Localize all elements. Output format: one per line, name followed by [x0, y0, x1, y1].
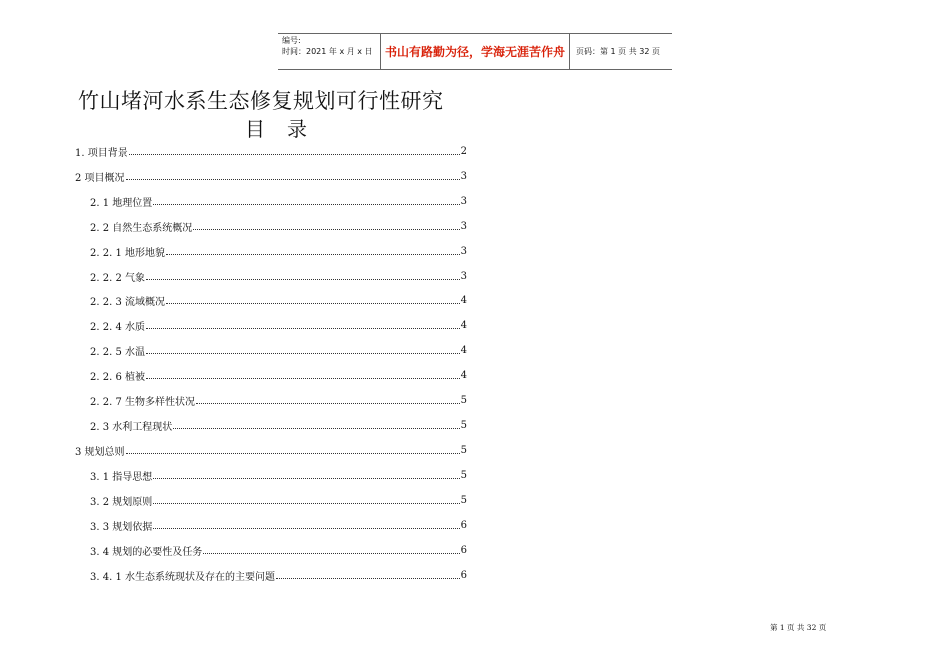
toc-entry-title: 2. 2. 6 植被 — [90, 372, 145, 384]
toc-entry[interactable] — [75, 438, 467, 463]
toc-leader-dots — [196, 403, 460, 404]
toc-entry-page: 3 — [460, 270, 467, 282]
toc-entry-title: 2. 2. 1 地形地貌 — [90, 247, 165, 259]
toc-entry-page: 5 — [460, 469, 467, 481]
toc-entry[interactable] — [75, 289, 467, 314]
table-of-contents — [75, 139, 467, 588]
header-meta — [278, 34, 380, 69]
toc-entry-page: 5 — [460, 395, 467, 407]
toc-entry[interactable] — [75, 413, 467, 438]
toc-leader-dots — [126, 179, 460, 180]
toc-entry-page: 3 — [460, 220, 467, 232]
toc-entry-page: 4 — [460, 320, 467, 332]
toc-entry[interactable] — [75, 189, 467, 214]
toc-entry-page: 3 — [460, 195, 467, 207]
toc-entry-page: 4 — [460, 345, 467, 357]
toc-entry-page: 5 — [460, 420, 467, 432]
toc-entry-title: 3 规划总则 — [75, 447, 125, 459]
toc-entry[interactable] — [75, 239, 467, 264]
toc-entry[interactable] — [75, 563, 467, 588]
toc-leader-dots — [146, 328, 460, 329]
toc-entry[interactable] — [75, 488, 467, 513]
toc-entry-title: 2. 2. 4 水质 — [90, 322, 145, 334]
toc-entry-page: 3 — [460, 245, 467, 257]
toc-leader-dots — [126, 453, 460, 454]
toc-entry-title: 3. 3 规划依据 — [90, 521, 153, 533]
toc-entry-title: 2. 3 水利工程现状 — [90, 422, 173, 434]
toc-entry[interactable] — [75, 264, 467, 289]
toc-entry[interactable] — [75, 513, 467, 538]
page-header — [278, 33, 672, 70]
time-label: 时间：2021 年 x 月 x 日 — [282, 47, 373, 56]
toc-entry-title: 2. 2. 5 水温 — [90, 347, 145, 359]
toc-leader-dots — [153, 478, 459, 479]
toc-entry-page: 5 — [460, 445, 467, 457]
header-motto: 书山有路勤为径，学海无涯苦作舟 — [380, 34, 570, 69]
toc-entry-title: 1. 项目背景 — [75, 147, 128, 159]
toc-entry[interactable] — [75, 463, 467, 488]
toc-entry[interactable] — [75, 363, 467, 388]
toc-entry-page: 4 — [460, 370, 467, 382]
toc-entry[interactable] — [75, 214, 467, 239]
toc-entry-title: 2. 2 自然生态系统概况 — [90, 222, 193, 234]
toc-entry[interactable] — [75, 139, 467, 164]
toc-entry[interactable] — [75, 388, 467, 413]
toc-entry-page: 4 — [460, 295, 467, 307]
toc-entry-page: 2 — [460, 145, 467, 157]
toc-entry-title: 2 项目概况 — [75, 172, 125, 184]
toc-leader-dots — [173, 428, 459, 429]
toc-entry-title: 3. 4. 1 水生态系统现状及存在的主要问题 — [90, 571, 275, 583]
toc-entry-page: 5 — [460, 494, 467, 506]
toc-entry-title: 3. 1 指导思想 — [90, 471, 153, 483]
toc-entry-title: 3. 4 规划的必要性及任务 — [90, 546, 203, 558]
code-label: 编号: — [282, 36, 301, 45]
toc-leader-dots — [166, 303, 460, 304]
toc-entry-page: 6 — [460, 544, 467, 556]
toc-leader-dots — [146, 279, 460, 280]
toc-heading: 目录 — [245, 117, 329, 141]
toc-entry-title: 2. 1 地理位置 — [90, 197, 153, 209]
document-title: 竹山堵河水系生态修复规划可行性研究 — [78, 89, 444, 113]
toc-leader-dots — [193, 229, 459, 230]
toc-leader-dots — [146, 378, 460, 379]
toc-entry[interactable] — [75, 313, 467, 338]
toc-entry[interactable] — [75, 338, 467, 363]
toc-leader-dots — [146, 353, 460, 354]
toc-entry-title: 3. 2 规划原则 — [90, 496, 153, 508]
toc-entry-page: 6 — [460, 569, 467, 581]
toc-leader-dots — [153, 528, 459, 529]
header-page-info: 页码：第 1 页 共 32 页 — [576, 47, 660, 56]
toc-leader-dots — [153, 503, 459, 504]
toc-leader-dots — [153, 204, 459, 205]
toc-entry-page: 6 — [460, 519, 467, 531]
toc-leader-dots — [129, 154, 460, 155]
toc-entry-title: 2. 2. 3 流域概况 — [90, 297, 165, 309]
toc-entry-page: 3 — [460, 170, 467, 182]
toc-entry[interactable] — [75, 164, 467, 189]
toc-leader-dots — [276, 578, 460, 579]
page-footer: 第 1 页 共 32 页 — [770, 623, 827, 632]
toc-entry-title: 2. 2. 7 生物多样性状况 — [90, 397, 195, 409]
toc-entry[interactable] — [75, 538, 467, 563]
toc-leader-dots — [203, 553, 459, 554]
toc-leader-dots — [166, 254, 460, 255]
toc-entry-title: 2. 2. 2 气象 — [90, 272, 145, 284]
